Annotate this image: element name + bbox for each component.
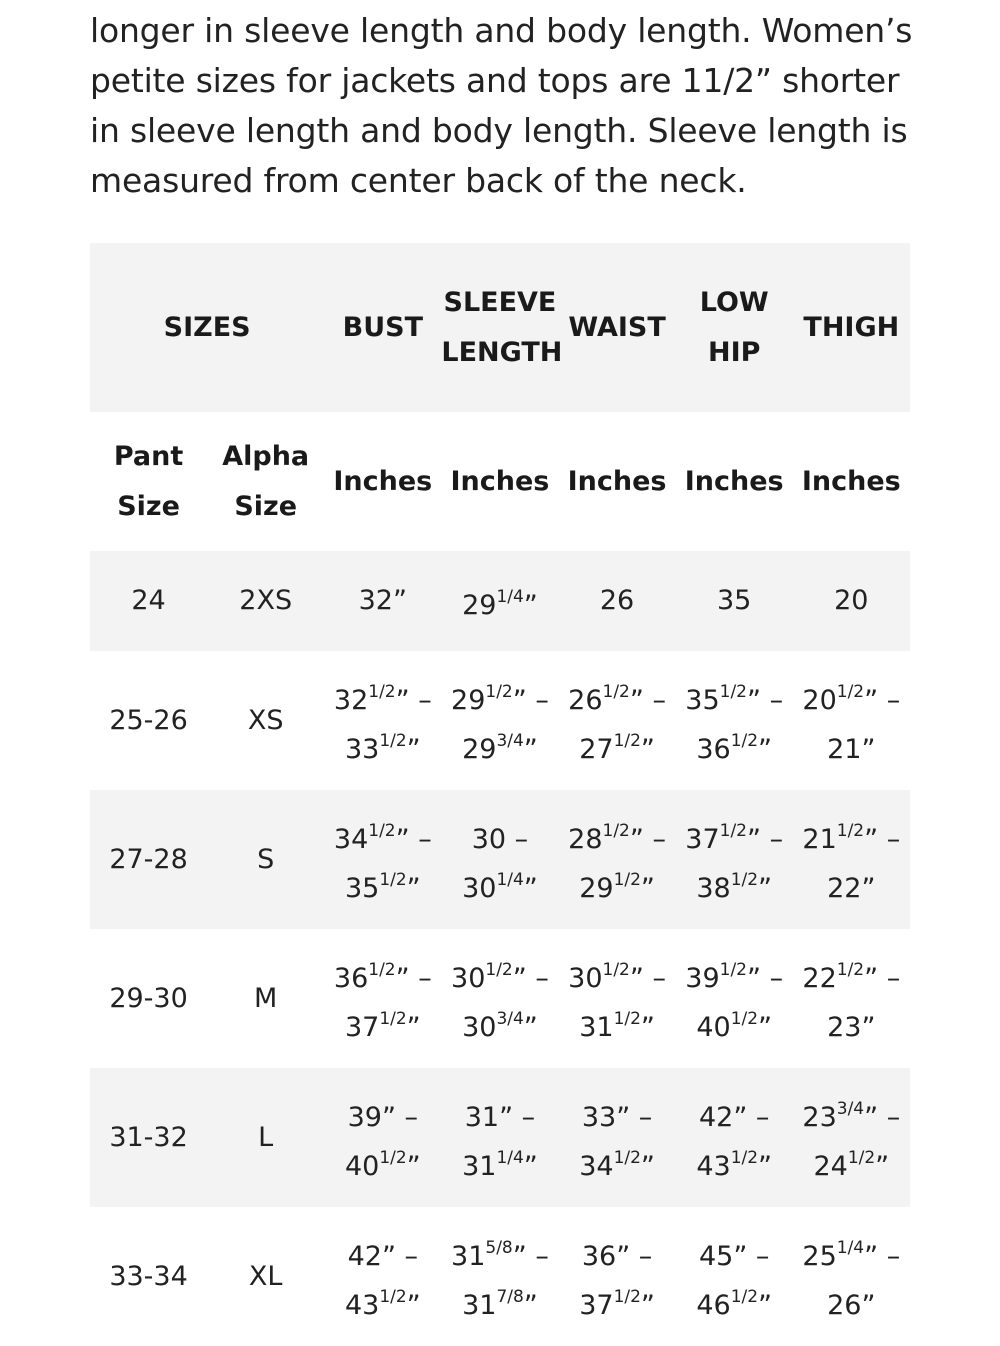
table-row (90, 1068, 910, 1207)
intro-paragraph (90, 6, 930, 206)
cell-bust (324, 1089, 441, 1187)
cell-bust-frac: 1/2 (368, 959, 396, 980)
cell-bust-tail: ” (406, 1289, 421, 1321)
cell-thigh-tail: ” (861, 1011, 876, 1043)
cell-thigh-line2 (793, 999, 910, 1048)
cell-low-hip-line1 (676, 1089, 793, 1138)
cell-bust-frac: 1/2 (379, 1147, 407, 1168)
cell-waist-tail: ” – (616, 1101, 653, 1133)
cell-thigh-main: 20 (802, 684, 837, 716)
cell-pant-size: 33-34 (109, 1260, 188, 1292)
cell-waist-main: 29 (579, 872, 614, 904)
table-subheader-row (90, 412, 910, 551)
cell-alpha-size: XL (248, 1260, 283, 1292)
cell-low-hip-main: 40 (696, 1011, 731, 1043)
table-header-row (90, 243, 910, 412)
cell-bust-line1 (324, 672, 441, 721)
cell-bust-line1 (324, 1089, 441, 1138)
cell-sleeve (441, 1228, 558, 1326)
cell-waist-frac: 1/2 (613, 730, 641, 751)
cell-low-hip (676, 950, 793, 1048)
cell-sleeve-frac: 1/2 (485, 681, 513, 702)
cell-waist-tail: ” – (629, 962, 666, 994)
cell-low-hip: 35 (717, 585, 752, 616)
cell-sleeve-frac: 7/8 (496, 1286, 524, 1307)
cell-sleeve-tail: ” (523, 1289, 538, 1321)
cell-pant-size: 24 (131, 585, 166, 616)
header-sizes: SIZES (163, 311, 251, 343)
cell-pant-size: 27-28 (109, 843, 188, 875)
cell-thigh-line1 (793, 672, 910, 721)
cell-thigh: 20 (834, 585, 869, 616)
cell-waist-line1 (559, 950, 676, 999)
cell-waist-main: 33 (581, 1101, 617, 1133)
cell-bust-tail: ” (406, 1011, 421, 1043)
cell-thigh-main: 21 (802, 823, 837, 855)
cell-waist-tail: ” (640, 733, 655, 765)
cell-low-hip-line2 (676, 1138, 793, 1187)
table-row (90, 929, 910, 1068)
cell-low-hip-frac: 1/2 (730, 1286, 759, 1307)
cell-sleeve (441, 672, 558, 770)
intro-line: petite sizes for jackets and tops are 11/2” shorter (90, 61, 900, 100)
cell-sleeve-main: 29 (462, 589, 497, 621)
cell-waist-main: 31 (579, 1011, 614, 1043)
cell-waist-frac: 1/2 (602, 820, 630, 841)
cell-waist-frac: 1/2 (613, 1008, 641, 1029)
cell-low-hip-main: 46 (696, 1289, 731, 1321)
cell-alpha-size: M (254, 982, 278, 1014)
cell-sleeve-frac: 1/2 (485, 959, 513, 980)
cell-waist-line2 (559, 721, 676, 770)
cell-bust-main: 35 (344, 872, 380, 904)
cell-sleeve-tail: ” – (512, 684, 549, 716)
cell-low-hip-main: 37 (685, 823, 720, 855)
header-thigh: THIGH (803, 311, 900, 343)
cell-sleeve-main: 30 (462, 872, 497, 904)
cell-low-hip-line1 (676, 950, 793, 999)
cell-waist-line2 (559, 999, 676, 1048)
cell-waist-main: 36 (581, 1240, 617, 1272)
cell-thigh-tail: ” (861, 872, 876, 904)
cell-sleeve-tail: ” (523, 1150, 538, 1182)
cell-waist (559, 1228, 676, 1326)
cell-thigh (793, 1089, 910, 1187)
cell-low-hip (676, 672, 793, 770)
cell-sleeve-main: 31 (451, 1240, 486, 1272)
cell-sleeve-line2 (441, 860, 558, 909)
cell-low-hip-main: 43 (696, 1150, 731, 1182)
cell-bust-line2 (324, 999, 441, 1048)
subheader-sleeve-unit: Inches (450, 465, 550, 497)
cell-bust-frac: 1/2 (368, 820, 396, 841)
cell-thigh-frac: 1/2 (836, 820, 865, 841)
cell-bust-main: 40 (344, 1150, 380, 1182)
cell-sleeve (441, 1089, 558, 1187)
cell-thigh-line2 (793, 860, 910, 909)
cell-low-hip-tail: ” (758, 1289, 773, 1321)
cell-bust (324, 811, 441, 909)
cell-low-hip-tail: ” (758, 733, 773, 765)
cell-thigh (793, 950, 910, 1048)
cell-alpha-size: S (257, 843, 275, 875)
cell-waist (559, 950, 676, 1048)
cell-low-hip-tail: ” (758, 1011, 773, 1043)
header-low-hip-line2: HIP (707, 336, 761, 368)
cell-waist-line1 (559, 1228, 676, 1277)
cell-thigh-tail: ” – (864, 823, 901, 855)
cell-low-hip-frac: 1/2 (730, 1147, 759, 1168)
cell-sleeve-line1 (441, 811, 558, 860)
cell-waist-tail: ” (640, 1011, 655, 1043)
cell-thigh-tail: ” – (864, 1240, 901, 1272)
table-row (90, 1207, 910, 1346)
cell-bust-tail: ” – (395, 962, 432, 994)
cell-thigh-line2 (793, 1138, 910, 1187)
cell-bust-line2 (324, 721, 441, 770)
cell-waist-frac: 1/2 (613, 1147, 641, 1168)
subheader-bust-unit: Inches (333, 465, 433, 497)
cell-bust-line2 (324, 860, 441, 909)
cell-low-hip-line1 (676, 672, 793, 721)
cell-thigh-tail: ” (861, 733, 876, 765)
cell-waist (559, 1089, 676, 1187)
cell-thigh-main: 21 (827, 733, 862, 765)
cell-thigh-main: 22 (802, 962, 837, 994)
cell-low-hip (676, 811, 793, 909)
cell-waist-line2 (559, 860, 676, 909)
cell-bust-main: 36 (333, 962, 369, 994)
cell-sleeve-frac: 1/4 (496, 869, 524, 890)
cell-bust-frac: 1/2 (379, 869, 407, 890)
cell-low-hip-frac: 1/2 (719, 820, 747, 841)
cell-thigh-main: 26 (827, 1289, 862, 1321)
cell-sleeve-main: 30 (471, 823, 507, 855)
cell-sleeve-main: 31 (462, 1289, 497, 1321)
cell-waist-tail: ” – (629, 684, 666, 716)
cell-thigh-line1 (793, 811, 910, 860)
cell-sleeve-line2 (441, 721, 558, 770)
cell-thigh-line2 (793, 721, 910, 770)
cell-low-hip-tail: ” – (733, 1101, 770, 1133)
cell-low-hip-line2 (676, 1277, 793, 1326)
cell-sleeve-line2 (441, 1138, 558, 1187)
cell-thigh-frac: 1/2 (836, 681, 865, 702)
cell-thigh-main: 25 (802, 1240, 837, 1272)
table-row (90, 651, 910, 790)
cell-sleeve-main: 29 (462, 733, 497, 765)
cell-low-hip-frac: 1/2 (730, 1008, 759, 1029)
cell-bust-tail: ” (406, 1150, 421, 1182)
header-sleeve-length (441, 278, 563, 378)
cell-low-hip (676, 1228, 793, 1326)
cell-waist-line2 (559, 1138, 676, 1187)
cell-waist-frac: 1/2 (613, 1286, 641, 1307)
cell-sleeve-tail: ” (523, 872, 538, 904)
cell-waist-main: 30 (568, 962, 603, 994)
cell-low-hip-tail: ” – (733, 1240, 770, 1272)
cell-sleeve-tail: – (506, 823, 529, 855)
cell-waist-tail: ” (640, 1289, 655, 1321)
subheader-alpha-size (207, 432, 324, 532)
cell-bust-tail: ” – (395, 823, 432, 855)
cell-bust (324, 1228, 441, 1326)
subheader-pant-line1: Pant (113, 440, 184, 472)
cell-sleeve-main: 31 (462, 1150, 497, 1182)
cell-low-hip-line2 (676, 999, 793, 1048)
cell-bust-main: 32 (333, 684, 369, 716)
cell-sleeve-line2 (441, 999, 558, 1048)
cell-bust-main: 34 (333, 823, 369, 855)
cell-waist-main: 37 (579, 1289, 614, 1321)
cell-sleeve (441, 577, 558, 626)
cell-low-hip-main: 36 (696, 733, 731, 765)
cell-waist-line2 (559, 1277, 676, 1326)
cell-bust-line1 (324, 1228, 441, 1277)
cell-bust-frac: 1/2 (379, 1286, 407, 1307)
cell-sleeve-frac: 1/4 (496, 1147, 524, 1168)
cell-waist-frac: 1/2 (602, 959, 630, 980)
cell-low-hip-frac: 1/2 (719, 959, 747, 980)
cell-low-hip-frac: 1/2 (730, 730, 759, 751)
cell-waist-main: 34 (579, 1150, 614, 1182)
cell-bust-line1 (324, 950, 441, 999)
cell-thigh-frac: 1/4 (836, 1237, 865, 1258)
cell-sleeve-line1 (441, 1228, 558, 1277)
cell-bust (324, 950, 441, 1048)
header-low-hip (676, 278, 793, 378)
cell-sleeve (441, 811, 558, 909)
cell-waist: 26 (599, 585, 635, 616)
cell-waist-tail: ” (640, 872, 655, 904)
cell-sleeve-tail: ” – (512, 962, 549, 994)
cell-bust-main: 39 (347, 1101, 382, 1133)
cell-bust-frac: 1/2 (368, 681, 396, 702)
cell-low-hip-tail: ” (758, 872, 773, 904)
cell-low-hip-main: 38 (696, 872, 731, 904)
cell-waist (559, 811, 676, 909)
cell-low-hip-frac: 1/2 (719, 681, 747, 702)
cell-bust-line2 (324, 1138, 441, 1187)
cell-alpha-size: 2XS (239, 585, 293, 616)
cell-waist-line1 (559, 672, 676, 721)
cell-sleeve-line1 (441, 672, 558, 721)
header-low-hip-line1: LOW (699, 286, 769, 318)
cell-low-hip-main: 35 (685, 684, 720, 716)
cell-thigh-tail: ” – (864, 684, 901, 716)
cell-low-hip-frac: 1/2 (730, 869, 759, 890)
table-row (90, 790, 910, 929)
cell-sleeve-frac: 3/4 (496, 1008, 524, 1029)
cell-thigh-tail: ” – (864, 962, 901, 994)
cell-low-hip-tail: ” (758, 1150, 773, 1182)
cell-waist-tail: ” (640, 1150, 655, 1182)
cell-alpha-size: XS (247, 704, 284, 736)
cell-low-hip-main: 45 (698, 1240, 734, 1272)
subheader-thigh-unit: Inches (801, 465, 901, 497)
cell-low-hip-tail: ” – (747, 684, 784, 716)
subheader-alpha-line2: Size (234, 490, 298, 522)
intro-line: measured from center back of the neck. (90, 161, 747, 200)
cell-pant-size: 29-30 (109, 982, 188, 1014)
cell-bust-tail: ” – (381, 1101, 419, 1133)
cell-pant-size: 31-32 (109, 1121, 188, 1153)
size-chart-table (90, 243, 910, 1346)
cell-bust-line2 (324, 1277, 441, 1326)
subheader-waist-unit: Inches (567, 465, 667, 497)
cell-thigh-line2 (793, 1277, 910, 1326)
cell-thigh (793, 811, 910, 909)
cell-low-hip-main: 42 (698, 1101, 734, 1133)
cell-thigh-main: 22 (827, 872, 862, 904)
header-sleeve-line1: SLEEVE (443, 286, 557, 318)
cell-sleeve-line2 (441, 1277, 558, 1326)
cell-bust-tail: ” – (395, 684, 432, 716)
cell-low-hip-line2 (676, 721, 793, 770)
cell-thigh-frac: 3/4 (836, 1098, 865, 1119)
cell-thigh-line1 (793, 1089, 910, 1138)
cell-sleeve-tail: ” (523, 733, 538, 765)
cell-waist (559, 672, 676, 770)
cell-sleeve-tail: ” (523, 1011, 538, 1043)
cell-waist-tail: ” – (629, 823, 666, 855)
cell-thigh-tail: ” (861, 1289, 876, 1321)
cell-sleeve-main: 29 (451, 684, 486, 716)
cell-waist-frac: 1/2 (613, 869, 641, 890)
cell-sleeve-tail: ” (523, 589, 538, 621)
cell-thigh-main: 23 (827, 1011, 862, 1043)
header-waist: WAIST (568, 311, 666, 343)
cell-bust-tail: ” (406, 872, 421, 904)
cell-bust-tail: ” – (381, 1240, 419, 1272)
cell-thigh-main: 23 (802, 1101, 837, 1133)
cell-low-hip-tail: ” – (747, 823, 784, 855)
cell-waist-main: 27 (579, 733, 614, 765)
header-sleeve-line2: LENGTH (441, 336, 563, 368)
intro-line: longer in sleeve length and body length. Women’s (90, 11, 913, 50)
cell-sleeve-main: 31 (464, 1101, 500, 1133)
subheader-pant-line2: Size (117, 490, 180, 522)
subheader-alpha-line1: Alpha (222, 440, 310, 472)
cell-bust (324, 672, 441, 770)
cell-waist-line1 (559, 811, 676, 860)
cell-sleeve (441, 950, 558, 1048)
cell-bust-frac: 1/2 (379, 730, 407, 751)
cell-sleeve-frac: 3/4 (496, 730, 524, 751)
cell-pant-size: 25-26 (109, 704, 188, 736)
cell-waist-main: 26 (568, 684, 603, 716)
cell-bust-main: 37 (344, 1011, 380, 1043)
cell-waist-main: 28 (568, 823, 603, 855)
cell-bust-tail: ” (406, 733, 421, 765)
cell-thigh-main: 24 (813, 1150, 848, 1182)
cell-sleeve-frac: 1/4 (496, 586, 524, 607)
cell-bust-main: 42 (347, 1240, 382, 1272)
intro-line: in sleeve length and body length. Sleeve length is (90, 111, 908, 150)
cell-sleeve-main: 30 (451, 962, 486, 994)
cell-low-hip (676, 1089, 793, 1187)
cell-bust-main: 33 (344, 733, 380, 765)
cell-low-hip-main: 39 (685, 962, 720, 994)
cell-thigh-frac: 1/2 (836, 959, 865, 980)
cell-thigh-tail: ” (875, 1150, 890, 1182)
subheader-hip-unit: Inches (684, 465, 784, 497)
cell-bust-line1 (324, 811, 441, 860)
cell-thigh-line1 (793, 950, 910, 999)
cell-alpha-size: L (258, 1121, 274, 1153)
cell-thigh (793, 1228, 910, 1326)
cell-sleeve-frac: 5/8 (485, 1237, 513, 1258)
cell-bust-frac: 1/2 (379, 1008, 407, 1029)
cell-waist-frac: 1/2 (602, 681, 630, 702)
cell-sleeve-tail: ” – (512, 1240, 549, 1272)
cell-low-hip-line1 (676, 811, 793, 860)
subheader-pant-size (90, 432, 207, 532)
cell-waist-line1 (559, 1089, 676, 1138)
cell-sleeve-main: 30 (462, 1011, 497, 1043)
header-bust: BUST (342, 311, 424, 343)
cell-sleeve-tail: ” – (499, 1101, 536, 1133)
cell-thigh-tail: ” – (864, 1101, 901, 1133)
cell-sleeve-line1 (441, 950, 558, 999)
cell-bust-main: 43 (344, 1289, 380, 1321)
cell-bust: 32” (358, 585, 407, 616)
cell-low-hip-tail: ” – (747, 962, 784, 994)
cell-waist-tail: ” – (616, 1240, 653, 1272)
cell-sleeve-line1 (441, 1089, 558, 1138)
cell-low-hip-line2 (676, 860, 793, 909)
cell-low-hip-line1 (676, 1228, 793, 1277)
cell-thigh (793, 672, 910, 770)
cell-thigh-frac: 1/2 (847, 1147, 876, 1168)
cell-thigh-line1 (793, 1228, 910, 1277)
table-row (90, 551, 910, 651)
